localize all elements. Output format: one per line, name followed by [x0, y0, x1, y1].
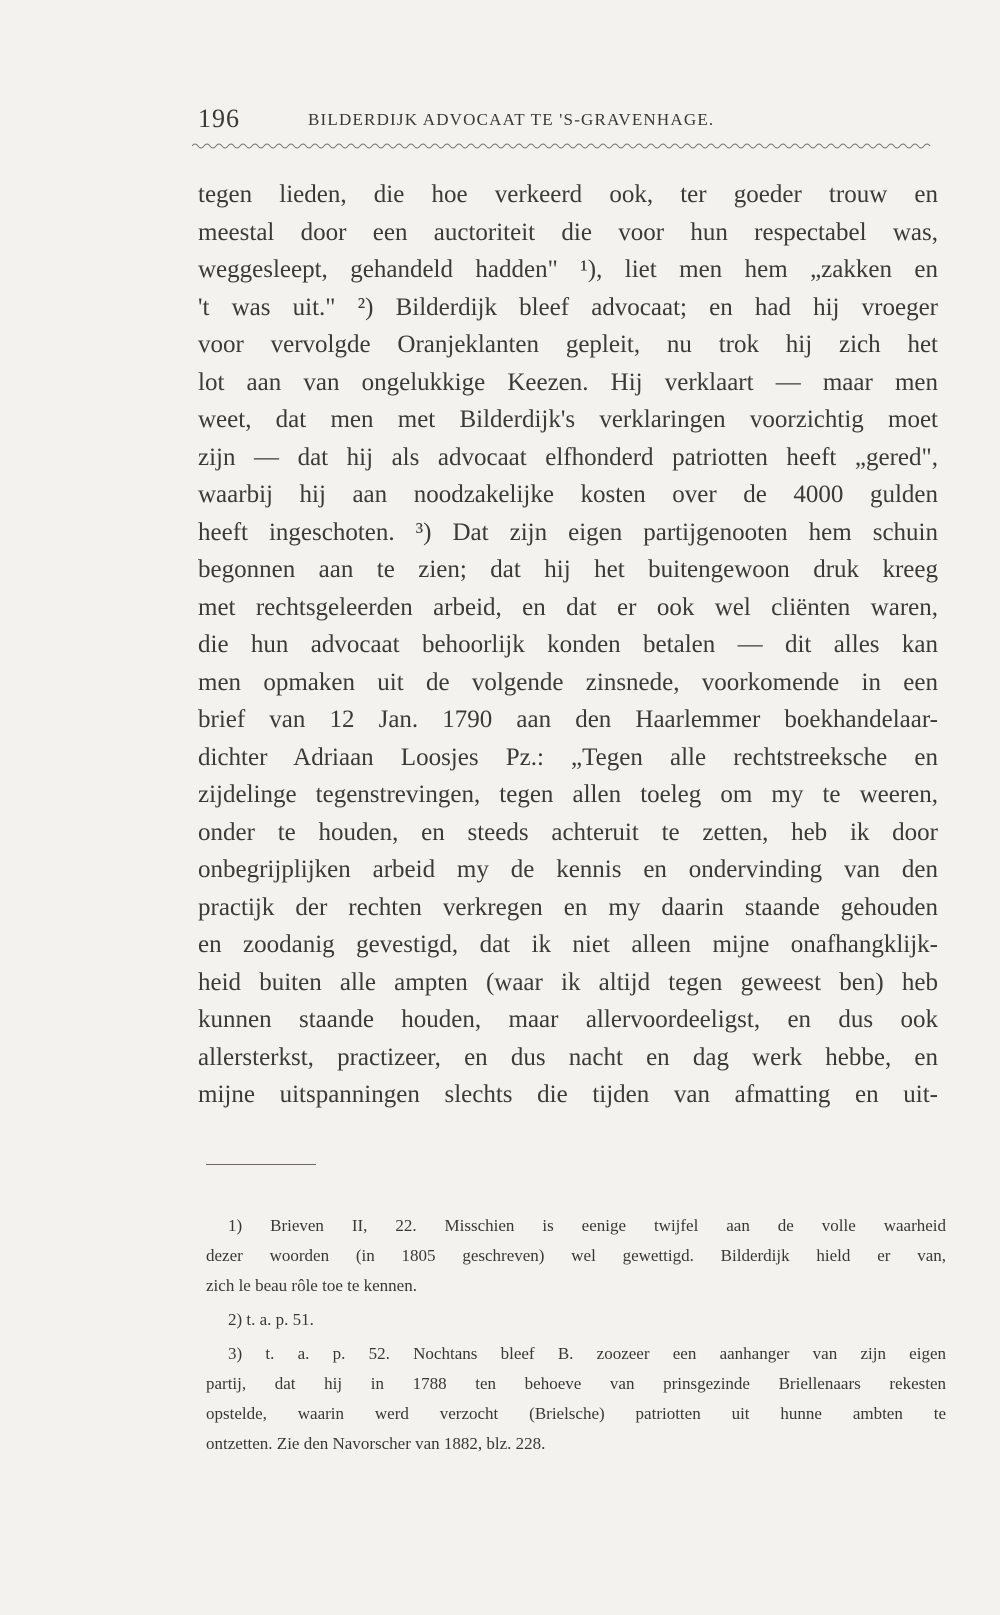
body-line: heeft ingeschoten. ³) Dat zijn eigen partijgenooten hem schuin [198, 518, 938, 546]
footnote-line: opstelde, waarin werd verzocht (Brielsche) patriotten uit hunne ambten te [206, 1404, 946, 1423]
body-line: en zoodanig gevestigd, dat ik niet alleen mijne onafhangklijk- [198, 931, 938, 958]
body-line: die hun advocaat behoorlijk konden betalen — dit alles kan [198, 631, 938, 658]
footnote-line: zich le beau rôle toe te kennen. [206, 1276, 417, 1295]
body-line: zijdelinge tegenstrevingen, tegen allen toeleg om my te weeren, [198, 781, 938, 808]
body-line: heid buiten alle ampten (waar ik altijd tegen geweest ben) heb [198, 968, 938, 996]
body-line: weggesleept, gehandeld hadden" ¹), liet men hem „zakken en [198, 256, 938, 283]
body-text [198, 176, 938, 1114]
body-line: mijne uitspanningen slechts die tijden van afmatting en uit- [198, 1081, 938, 1108]
body-line: tegen lieden, die hoe verkeerd ook, ter goeder trouw en [198, 181, 938, 208]
footnotes [206, 1211, 946, 1459]
body-line: allersterkst, practizeer, en dus nacht en dag werk hebbe, en [198, 1043, 938, 1071]
body-line: onder te houden, en steeds achteruit te zetten, heb ik door [198, 818, 938, 846]
footnote-line: 3) t. a. p. 52. Nochtans bleef B. zoozeer een aanhanger van zijn eigen [228, 1344, 946, 1363]
page-number: 196 [198, 104, 240, 133]
footnote-line: 2) t. a. p. 51. [228, 1310, 314, 1329]
body-line: waarbij hij aan noodzakelijke kosten over de 4000 gulden [198, 481, 938, 508]
footnote-line: ontzetten. Zie den Navorscher van 1882, blz. 228. [206, 1434, 546, 1453]
body-line: 't was uit." ²) Bilderdijk bleef advocaat; en had hij vroeger [198, 293, 938, 321]
footnote-line: 1) Brieven II, 22. Misschien is eenige twijfel aan de volle waarheid [228, 1216, 946, 1235]
footnote-line: dezer woorden (in 1805 geschreven) wel gewettigd. Bilderdijk hield er van, [206, 1246, 946, 1265]
body-line: begonnen aan te zien; dat hij het buitengewoon druk kreeg [198, 556, 938, 583]
body-line: dichter Adriaan Loosjes Pz.: „Tegen alle rechtstreeksche en [198, 743, 938, 771]
header-wavy-rule [192, 141, 932, 151]
body-line: kunnen staande houden, maar allervoordeeligst, en dus ook [198, 1006, 938, 1033]
body-line: met rechtsgeleerden arbeid, en dat er ook wel cliënten waren, [198, 593, 938, 621]
body-line: lot aan van ongelukkige Keezen. Hij verklaart — maar men [198, 368, 938, 396]
body-line: voor vervolgde Oranjeklanten gepleit, nu trok hij zich het [198, 331, 938, 358]
body-line: men opmaken uit de volgende zinsnede, voorkomende in een [198, 668, 938, 696]
page-header [198, 100, 930, 140]
footnote-line: partij, dat hij in 1788 ten behoeve van prinsgezinde Briellenaars rekesten [206, 1374, 946, 1393]
body-line: zijn — dat hij als advocaat elfhonderd patriotten heeft „gered", [198, 443, 938, 471]
running-head: BILDERDIJK ADVOCAAT TE 'S-GRAVENHAGE. [308, 110, 715, 129]
body-line: brief van 12 Jan. 1790 aan den Haarlemmer boekhandelaar- [198, 706, 938, 733]
body-line: weet, dat men met Bilderdijk's verklaringen voorzichtig moet [198, 406, 938, 433]
body-line: onbegrijplijken arbeid my de kennis en ondervinding van den [198, 856, 938, 883]
body-line: practijk der rechten verkregen en my daarin staande gehouden [198, 893, 938, 921]
footnote-separator [206, 1164, 316, 1165]
body-line: meestal door een auctoriteit die voor hun respectabel was, [198, 218, 938, 246]
